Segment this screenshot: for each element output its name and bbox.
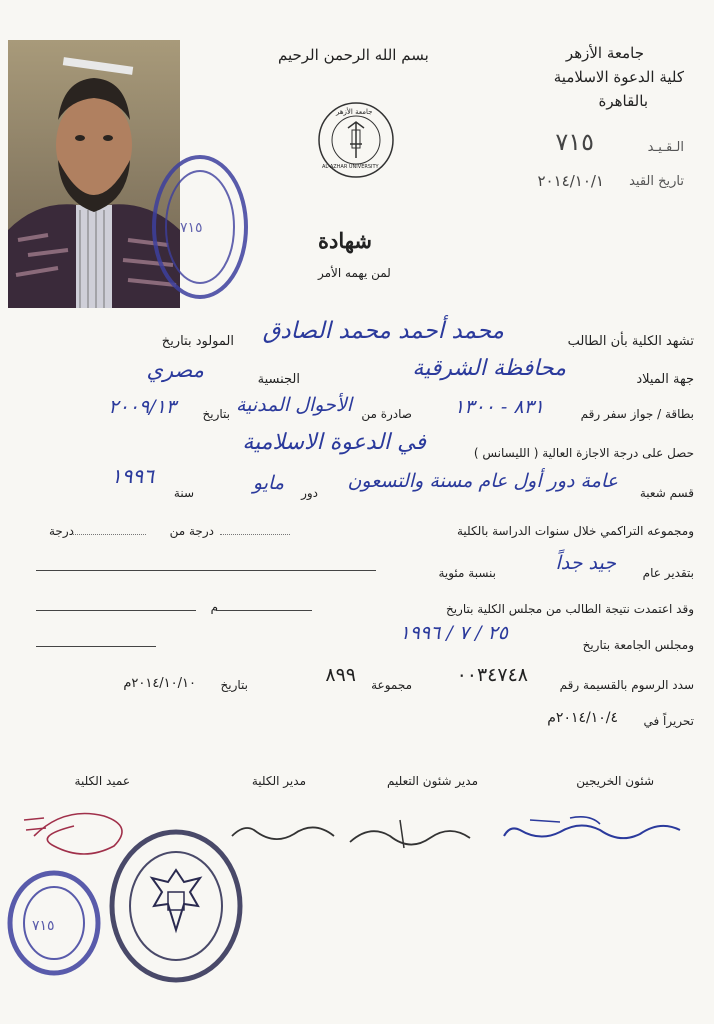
percent-label: بنسبة مئوية: [438, 566, 496, 580]
round-label: دور: [301, 486, 318, 500]
logo-latin: AL-AZHAR UNIVERSITY: [322, 164, 379, 170]
line9-tail-blank: [36, 646, 156, 647]
faculty-stamp-top: [150, 152, 252, 307]
nationality-value: مصري: [146, 358, 204, 382]
ref-label: الـقـيـد: [647, 140, 684, 155]
sig-education: مدير شئون التعليم: [387, 774, 478, 788]
sig-graduates: شئون الخريجين: [576, 774, 654, 788]
faculty-name: كلية الدعوة الاسلامية: [553, 68, 684, 86]
percent-blank: [36, 570, 376, 571]
line8-tail-blank: [36, 610, 196, 611]
line5-label: قسم شعبة: [639, 486, 694, 500]
sig-faculty-director: مدير الكلية: [251, 774, 306, 788]
svg-text:٧١٥: ٧١٥: [180, 220, 203, 236]
payment-date: ٢٠١٤/١٠/١٠م: [123, 676, 196, 691]
line6-label: ومجموعه التراكمي خلال سنوات الدراسة بالكلية: [456, 524, 694, 538]
certificate-title: شهادة: [318, 228, 373, 253]
line6-dots-a: [220, 534, 290, 535]
faculty-stamp-bottom-left: [6, 870, 102, 981]
certificate-subtitle: لمن يهمه الأمر: [318, 266, 391, 280]
line6-end: درجة: [49, 524, 74, 538]
date-value: ٢٠١٤/١٠/١: [537, 172, 604, 190]
signature-education: [340, 808, 480, 863]
university-council-date: ٢٥ / ٧ / ١٩٩٦: [399, 622, 508, 644]
overall-grade: جيد جداً: [555, 552, 616, 574]
issue-date-footer: ٢٠١٤/١٠/٤م: [547, 710, 618, 726]
year-label: سنة: [173, 486, 194, 500]
line11-label: تحريراً في: [643, 714, 694, 728]
line3-label: بطاقة / جواز سفر رقم: [580, 407, 694, 421]
line4-label: حصل على درجة الاجازة العالية ( الليسانس ): [473, 446, 694, 460]
ref-number: ٧١٥: [555, 128, 594, 156]
degree-field: في الدعوة الاسلامية: [242, 430, 426, 455]
line1-suffix: المولود بتاريخ: [161, 334, 234, 349]
group-label: مجموعة: [371, 678, 412, 692]
issued-label: صادرة من: [361, 407, 412, 421]
university-name: جامعة الأزهر: [565, 44, 644, 62]
university-logo: [316, 100, 396, 180]
line2-label: جهة الميلاد: [636, 372, 694, 387]
line7-label: بتقدير عام: [642, 566, 694, 580]
council-date-blank: [216, 610, 312, 611]
department: عامة دور أول عام مسنة والتسعون: [347, 470, 618, 492]
logo-arabic: جامعة الأزهر: [336, 108, 373, 116]
issue-date: ٢٠٠٩/١٣: [108, 396, 176, 418]
date-label: تاريخ القيد: [629, 174, 684, 189]
signature-graduates: [500, 800, 690, 865]
line8-label: وقد اعتمدت نتيجة الطالب من مجلس الكلية بتاريخ: [445, 602, 694, 616]
eagle-seal-stamp: [106, 826, 246, 991]
exam-month: مايو: [252, 472, 284, 494]
sig-dean: عميد الكلية: [74, 774, 130, 788]
birth-place: محافظة الشرقية: [412, 356, 566, 381]
student-name: محمد أحمد محمد الصادق: [262, 318, 504, 344]
line10-label: سدد الرسوم بالقسيمة رقم: [559, 678, 694, 692]
line6-dots-b: [70, 534, 146, 535]
issuing-authority: الأحوال المدنية: [235, 394, 352, 416]
line8-mid: م: [210, 600, 218, 614]
graduation-year: ١٩٩٦: [111, 464, 154, 488]
payment-date-label: بتاريخ: [220, 678, 248, 692]
id-number: ٨٣١ - ١٣٠٠: [454, 396, 544, 418]
svg-text:٧١٥: ٧١٥: [32, 918, 55, 934]
line9-label: ومجلس الجامعة بتاريخ: [582, 638, 694, 652]
receipt-number: ٠٠٣٤٧٤٨: [456, 664, 528, 686]
city-name: بالقاهرة: [598, 92, 648, 110]
basmala: بسم الله الرحمن الرحيم: [278, 46, 429, 64]
group-number: ٨٩٩: [325, 664, 356, 686]
line6-mid: درجة من: [169, 524, 214, 538]
nationality-label: الجنسية: [257, 372, 300, 387]
issue-date-label: بتاريخ: [202, 407, 230, 421]
line1-label: تشهد الكلية بأن الطالب: [567, 334, 694, 349]
